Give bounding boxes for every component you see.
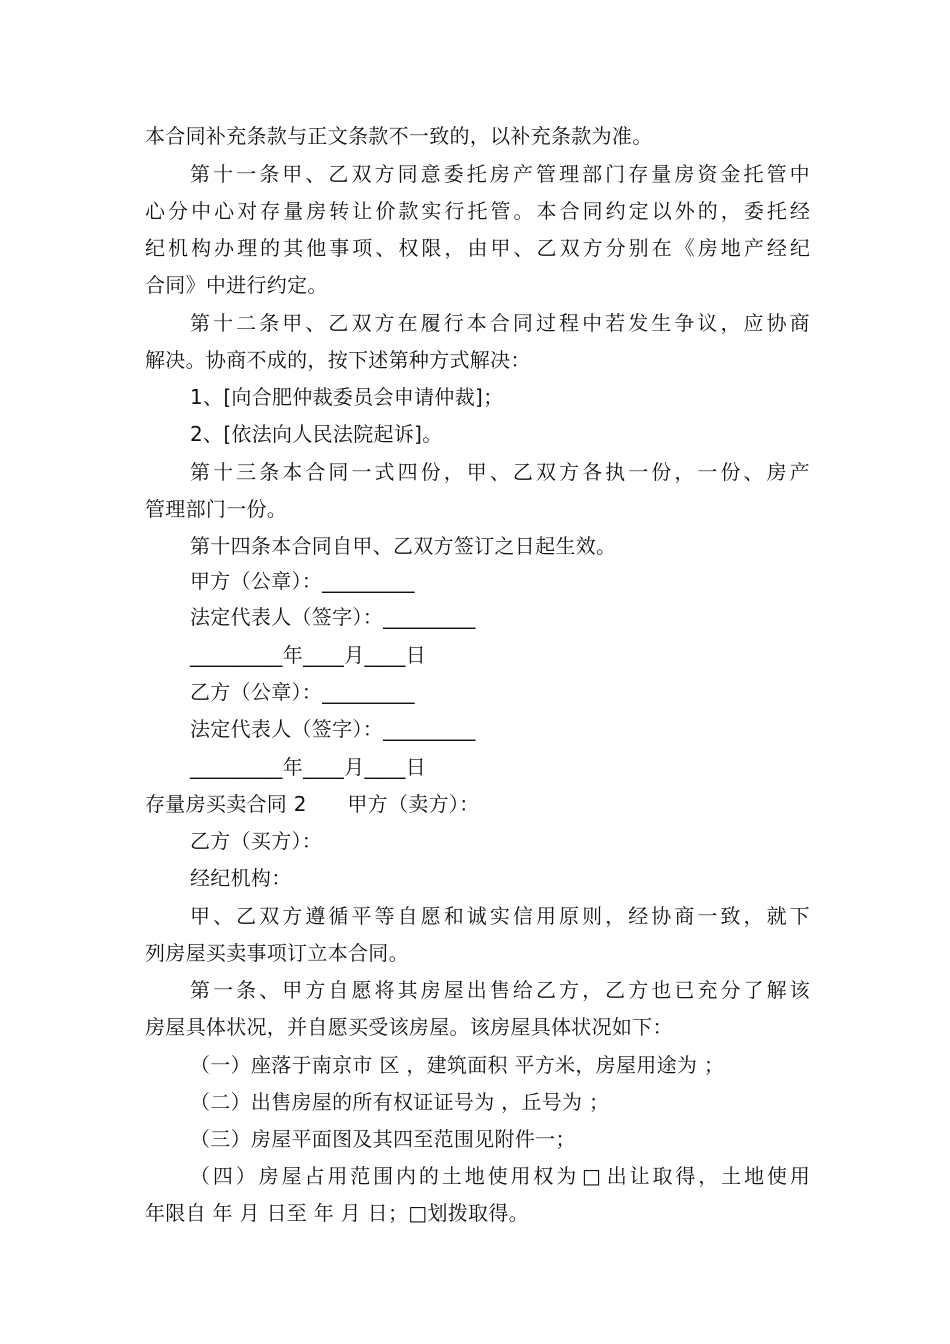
text-line-25: 房屋具体状况，并自愿买受该房屋。该房屋具体状况如下：: [145, 1015, 673, 1039]
text-line-23: 列房屋买卖事项订立本合同。: [145, 941, 409, 965]
text-line-12: 第十四条本合同自甲、乙双方签订之日起生效。: [190, 534, 617, 558]
text-line-7: 解决。协商不成的，按下述第种方式解决：: [145, 348, 531, 372]
text-line-30: 年限自 年 月 日至 年 月 日；□划拨取得。: [145, 1201, 529, 1225]
text-line-22: 甲 、 乙 双 方 遵 循 平 等 自 愿 和 诚 实 信 用 原 则 ， 经 协 商 一 致 ， 就 下: [190, 904, 810, 928]
text-line-9: 2、[依法向人民法院起诉]。: [190, 422, 443, 446]
text-line-8: 1、[向合肥仲裁委员会申请仲裁]；: [190, 385, 504, 409]
text-line-24: 第 一 条 、 甲 方 自 愿 将 其 房 屋 出 售 给 乙 方 ， 乙 方 也 已 充 分 了 解 该: [190, 978, 810, 1002]
signature-party-b-seal: 乙方（公章）：_________: [190, 680, 415, 704]
text-line-29: （ 四 ） 房 屋 占 用 范 围 内 的 土 地 使 用 权 为 □ 出 让 取 得 ， 土 地 使 用: [190, 1164, 810, 1188]
signature-party-b-representative: 法定代表人（签字）：_________: [190, 717, 476, 741]
text-line-4: 纪 机 构 办 理 的 其 他 事 项 、 权 限 ， 由 甲 、 乙 双 方 分 别 在 《 房 地 产 经 纪: [145, 236, 810, 260]
text-line-10: 第 十 三 条 本 合 同 一 式 四 份 ， 甲 、 乙 双 方 各 执 一 份 ， 一 份 、 房 产: [190, 460, 810, 484]
signature-party-a-date: _________年____月____日: [190, 643, 426, 667]
text-line-5: 合同》中进行约定。: [145, 273, 328, 297]
text-line-26: （一）座落于南京市 区 ，建筑面积 平方米，房屋用途为 ；: [190, 1053, 725, 1077]
text-line-6: 第 十 二 条 甲 、 乙 双 方 在 履 行 本 合 同 过 程 中 若 发 生 争 议 ， 应 协 商: [190, 311, 810, 335]
signature-party-b-date: _________年____月____日: [190, 755, 426, 779]
signature-party-a-seal: 甲方（公章）：_________: [190, 569, 415, 593]
text-line-27: （二）出售房屋的所有权证证号为 ，丘号为 ；: [190, 1090, 610, 1114]
text-line-2: 第 十 一 条 甲 、 乙 双 方 同 意 委 托 房 产 管 理 部 门 存 量 房 资 金 托 管 中: [190, 162, 810, 186]
text-line-party-b: 乙方（买方）：: [190, 829, 323, 853]
text-line-1: 本合同补充条款与正文条款不一致的，以补充条款为准。: [145, 124, 653, 148]
contract-2-heading: 存量房买卖合同 2 甲方（卖方）：: [145, 792, 480, 816]
text-line-3: 心 分 中 心 对 存 量 房 转 让 价 款 实 行 托 管 。 本 合 同 约 定 以 外 的 ， 委 托 经: [145, 199, 810, 223]
text-line-28: （三）房屋平面图及其四至范围见附件一；: [190, 1127, 576, 1151]
text-line-agency: 经纪机构：: [190, 866, 292, 890]
signature-party-a-representative: 法定代表人（签字）：_________: [190, 605, 476, 629]
text-line-11: 管理部门一份。: [145, 497, 288, 521]
